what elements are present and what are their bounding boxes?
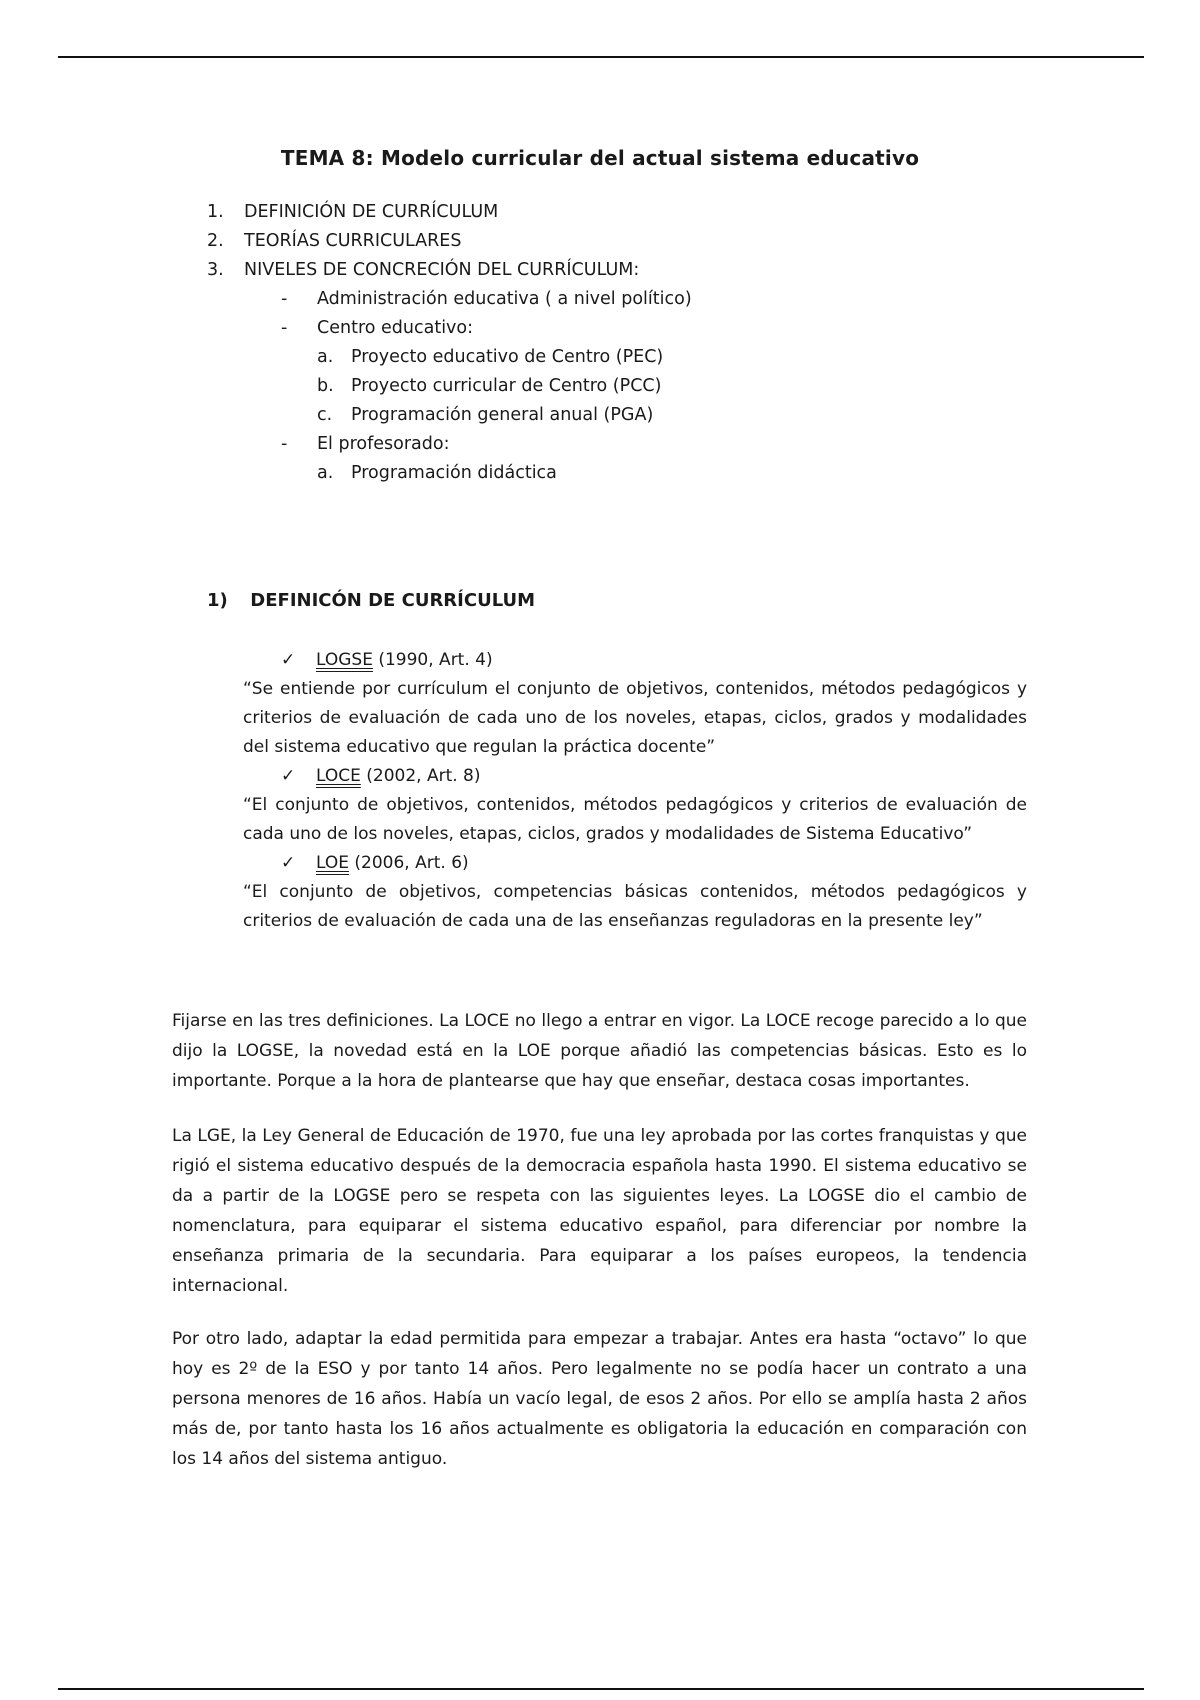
- law-heading: [243, 762, 1027, 791]
- toc-text: Centro educativo:: [317, 318, 474, 338]
- toc-text: NIVELES DE CONCRECIÓN DEL CURRÍCULUM:: [244, 260, 640, 280]
- toc-bullet: -: [281, 289, 288, 309]
- section-heading: [207, 590, 535, 611]
- toc-letter: c.: [317, 405, 333, 425]
- toc-text: El profesorado:: [317, 434, 450, 454]
- law-reference: (1990, Art. 4): [372, 650, 493, 670]
- law-reference: (2002, Art. 8): [360, 766, 481, 786]
- law-heading: [243, 646, 1027, 675]
- checkmark-icon: ✓: [281, 766, 296, 786]
- toc-bullet: -: [281, 434, 288, 454]
- toc-number: 3.: [207, 260, 224, 280]
- body-paragraph: Fijarse en las tres definiciones. La LOCE no llego a entrar en vigor. La LOCE recoge parecido a lo que dijo la LOGSE, la novedad está en la LOE porque añadió las competencias básicas. Esto es lo importante. Porque a la hora de plantearse que hay que enseñar, destaca cosas importantes.: [172, 1011, 1027, 1091]
- toc-letter: b.: [317, 376, 334, 396]
- law-definitions: [243, 646, 1027, 936]
- body-paragraph: La LGE, la Ley General de Educación de 1970, fue una ley aprobada por las cortes franquistas y que rigió el sistema educativo después de la democracia española hasta 1990. El sistema educativo se da a partir de la LOGSE pero se respeta con las siguientes leyes. La LOGSE dio el cambio de nomenclatura, para equiparar el sistema educativo español, para diferenciar por nombre la enseñanza primaria de la secundaria. Para equiparar a los países europeos, la tendencia internacional.: [172, 1126, 1027, 1296]
- footer-rule: [58, 1688, 1144, 1690]
- toc-letter: a.: [317, 463, 334, 483]
- law-heading: [243, 849, 1027, 878]
- toc-bullet: -: [281, 318, 288, 338]
- law-name: LOGSE: [316, 650, 373, 670]
- section-title: DEFINICÓN DE CURRÍCULUM: [250, 590, 536, 611]
- law-quote: “El conjunto de objetivos, contenidos, métodos pedagógicos y criterios de evaluación de cada uno de los noveles, etapas, ciclos, grados y modalidades de Sistema Educativo”: [243, 795, 1027, 844]
- law-name: LOE: [316, 853, 349, 873]
- toc-number: 2.: [207, 231, 224, 251]
- toc-text: DEFINICIÓN DE CURRÍCULUM: [244, 202, 499, 222]
- checkmark-icon: ✓: [281, 853, 296, 873]
- toc-number: 1.: [207, 202, 224, 222]
- law-reference: (2006, Art. 6): [349, 853, 469, 873]
- toc-text: Programación general anual (PGA): [351, 405, 654, 425]
- toc-text: TEORÍAS CURRICULARES: [244, 231, 462, 251]
- section-number: 1): [207, 590, 228, 611]
- toc-letter: a.: [317, 347, 334, 367]
- toc-text: Proyecto curricular de Centro (PCC): [351, 376, 662, 396]
- toc-text: Programación didáctica: [351, 463, 557, 483]
- law-name: LOCE: [316, 766, 361, 786]
- toc-text: Proyecto educativo de Centro (PEC): [351, 347, 664, 367]
- law-quote: “El conjunto de objetivos, competencias básicas contenidos, métodos pedagógicos y criterios de evaluación de cada una de las enseñanzas reguladoras en la presente ley”: [243, 882, 1027, 931]
- body-paragraph: Por otro lado, adaptar la edad permitida para empezar a trabajar. Antes era hasta “octavo” lo que hoy es 2º de la ESO y por tanto 14 años. Pero legalmente no se podía hacer un contrato a una persona menores de 16 años. Había un vacío legal, de esos 2 años. Por ello se amplía hasta 2 años más de, por tanto hasta los 16 años actualmente es obligatoria la educación en comparación con los 14 años del sistema antiguo.: [172, 1329, 1027, 1469]
- document-title: TEMA 8: Modelo curricular del actual sistema educativo: [280, 146, 920, 170]
- header-rule: [58, 56, 1144, 58]
- law-quote: “Se entiende por currículum el conjunto de objetivos, contenidos, métodos pedagógicos y criterios de evaluación de cada uno de los noveles, etapas, ciclos, grados y modalidades del sistema educativo que regulan la práctica docente”: [243, 679, 1027, 757]
- checkmark-icon: ✓: [281, 650, 296, 670]
- toc-text: Administración educativa ( a nivel político): [317, 289, 692, 309]
